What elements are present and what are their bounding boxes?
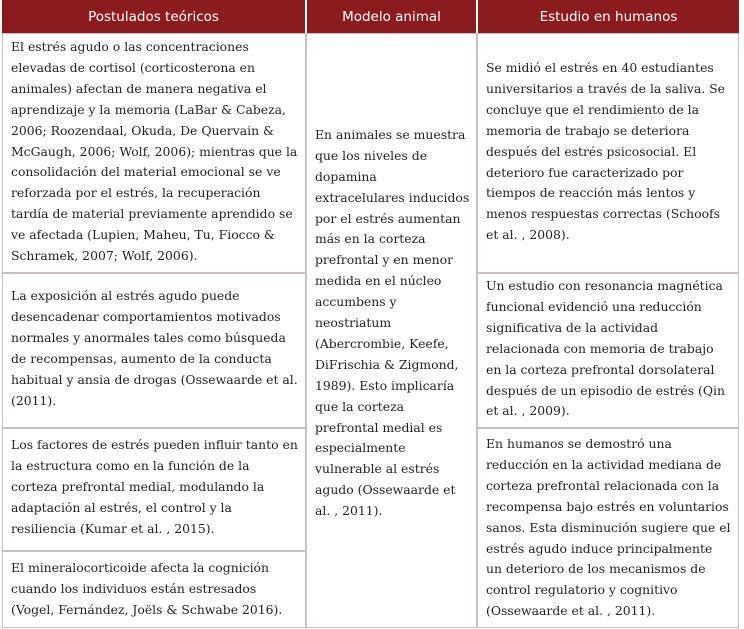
theory-text-2: La exposición al estrés agudo puede desencadenar comportamientos motivados normales y anormales tales como búsqueda de recompensas, aumento de la conducta habitual y ansia de drogas (Ossewaarde et al. (2011). [11,288,298,408]
theory-cell-4 [2,551,306,628]
human-text-3: En humanos se demostró una reducción en la actividad mediana de corteza prefrontal relacionada con la recompensa bajo estrés en voluntarios sanos. Esta disminución sugiere que el estrés agudo induce principalmente un deterioro de los mecanismos de control regulatorio y cognitivo (Ossewaarde et al. , 2011). [486,436,731,619]
theory-text-1: El estrés agudo o las concentraciones elevadas de cortisol (corticosterona en animales) afectan de manera negativa el aprendizaje y la memoria (LaBar & Cabeza, 2006; Roozendaal, Okuda, De Quervain & McGaugh, 2006; Wolf, 2006); mientras que la consolidación del material emocional se ve reforzada por el estrés, la recuperación tardía de material previamente aprendido se ve afectada (Lupien, Maheu, Tu, Fiocco & Schramek, 2007; Wolf, 2006). [11,39,298,264]
human-cell-3 [477,428,739,628]
human-text-1: Se midió el estrés en 40 estudiantes universitarios a través de la saliva. Se concluye que el rendimiento de la memoria de trabajo se deteriora después del estrés psicosocial. El deterioro fue caracterizado por tiempos de reacción más lentos y menos respuestas correctas (Schoofs et al. , 2008). [486,60,726,243]
animal-text: En animales se muestra que los niveles de dopamina extracelulares inducidos por el estrés aumentan más en la corteza prefrontal y en menor medida en el núcleo accumbens y neostriatum (Abercrombie, Keefe, DiFrischia & Zigmond, 1989). Esto implicaría que la corteza prefrontal medial es especialmente vulnerable al estrés agudo (Ossewaarde et al. , 2011). [315,126,470,519]
human-text-2: Un estudio con resonancia magnética funcional evidenció una reducción significativa de la actividad relacionada con memoria de trabajo en la corteza prefrontal dorsolateral después de un episodio de estrés (Qin et al. , 2009). [486,278,725,419]
header-theoretical: Postulados teóricos [2,0,305,33]
header-human-study: Estudio en humanos [478,0,739,33]
human-cell-2 [477,273,739,428]
theory-text-3: Los factores de estrés pueden influir tanto en la estructura como en la función de la corteza prefrontal medial, modulando la adaptación al estrés, el control y la resiliencia (Kumar et al. , 2015). [11,437,298,536]
theory-cell-1 [2,33,306,273]
theory-cell-2 [2,273,306,428]
theory-text-4: El mineralocorticoide afecta la cognición cuando los individuos están estresados (Vogel, Fernández, Joëls & Schwabe 2016). [11,560,283,617]
theory-cell-3 [2,428,306,551]
header-animal-model: Modelo animal [307,0,476,33]
human-cell-1 [477,33,739,273]
animal-cell [306,33,477,628]
